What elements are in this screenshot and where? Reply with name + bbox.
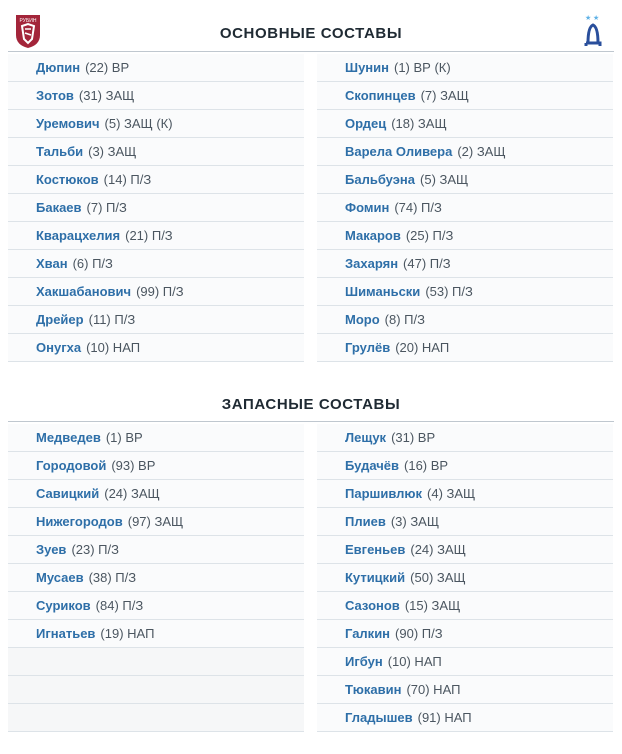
player-name[interactable]: Лещук	[345, 430, 387, 445]
player-name[interactable]: Зуев	[36, 542, 67, 557]
player-name[interactable]: Грулёв	[345, 340, 391, 355]
player-name[interactable]: Бакаев	[36, 200, 82, 215]
player-name[interactable]: Бальбуэна	[345, 172, 416, 187]
player-name[interactable]: Кварацхелия	[36, 228, 121, 243]
player-row[interactable]	[8, 508, 304, 536]
player-info: (16) ВР	[404, 458, 449, 473]
player-name[interactable]: Плиев	[345, 514, 386, 529]
svg-text:★: ★	[593, 14, 600, 22]
subs-away-list	[317, 424, 613, 732]
player-info: (50) ЗАЩ	[410, 570, 466, 585]
player-row[interactable]	[8, 278, 304, 306]
player-info: (97) ЗАЩ	[127, 514, 184, 529]
player-row[interactable]	[317, 250, 613, 278]
player-row[interactable]	[8, 620, 304, 648]
player-info: (19) НАП	[100, 626, 155, 641]
player-info: (31) ЗАЩ	[78, 88, 135, 103]
player-info: (24) ЗАЩ	[410, 542, 466, 557]
player-row	[8, 704, 304, 732]
player-info: (10) НАП	[86, 340, 141, 355]
player-row[interactable]	[317, 278, 613, 306]
player-row[interactable]	[8, 82, 304, 110]
player-row[interactable]	[317, 54, 613, 82]
player-row[interactable]	[8, 306, 304, 334]
player-name[interactable]: Ордец	[345, 116, 387, 131]
player-row[interactable]	[8, 250, 304, 278]
player-name[interactable]: Игбун	[345, 654, 383, 669]
player-info: (1) ВР (К)	[394, 60, 451, 75]
player-row[interactable]	[8, 452, 304, 480]
player-row[interactable]	[8, 424, 304, 452]
player-name[interactable]: Зотов	[36, 88, 74, 103]
player-row[interactable]	[8, 110, 304, 138]
player-name[interactable]: Савицкий	[36, 486, 100, 501]
player-name[interactable]: Нижегородов	[36, 514, 123, 529]
player-name[interactable]: Костюков	[36, 172, 99, 187]
subs-lineups-header	[0, 384, 622, 422]
main-header-rule	[8, 51, 614, 52]
player-name[interactable]: Дрейер	[36, 312, 84, 327]
player-row[interactable]	[8, 166, 304, 194]
player-row[interactable]	[8, 138, 304, 166]
player-info: (74) П/З	[394, 200, 442, 215]
player-row[interactable]	[317, 222, 613, 250]
player-name[interactable]: Варела Оливера	[345, 144, 453, 159]
player-row	[8, 676, 304, 704]
player-info: (31) ВР	[391, 430, 436, 445]
player-row[interactable]	[317, 334, 613, 362]
main-away-list	[317, 54, 613, 362]
player-row[interactable]	[317, 648, 613, 676]
player-name[interactable]: Медведев	[36, 430, 101, 445]
player-row[interactable]	[8, 222, 304, 250]
player-info: (53) П/З	[425, 284, 473, 299]
player-info: (4) ЗАЩ	[427, 486, 476, 501]
player-info: (91) НАП	[417, 710, 472, 725]
player-info: (7) ЗАЩ	[420, 88, 469, 103]
player-row[interactable]	[317, 536, 613, 564]
player-name[interactable]: Тальби	[36, 144, 84, 159]
player-info: (22) ВР	[85, 60, 130, 75]
player-name[interactable]: Фомин	[345, 200, 390, 215]
player-row[interactable]	[317, 424, 613, 452]
player-row[interactable]	[8, 592, 304, 620]
player-name[interactable]: Будачёв	[345, 458, 400, 473]
player-name[interactable]: Дюпин	[36, 60, 81, 75]
rubin-logo-text: РУБИН	[19, 18, 37, 24]
player-name[interactable]: Уремович	[36, 116, 100, 131]
player-info: (84) П/З	[95, 598, 144, 613]
player-row[interactable]	[317, 82, 613, 110]
player-info: (7) П/З	[86, 200, 127, 215]
player-row[interactable]	[317, 676, 613, 704]
player-info: (18) ЗАЩ	[391, 116, 447, 131]
player-name[interactable]: Паршивлюк	[345, 486, 423, 501]
player-info: (21) П/З	[125, 228, 173, 243]
player-info: (5) ЗАЩ	[420, 172, 469, 187]
player-info: (70) НАП	[406, 682, 461, 697]
dinamo-logo	[582, 13, 604, 49]
player-name[interactable]: Городовой	[36, 458, 107, 473]
player-row[interactable]	[317, 704, 613, 732]
subs-header-rule	[8, 421, 614, 422]
svg-text:★: ★	[585, 14, 592, 22]
player-info: (11) П/З	[88, 312, 136, 327]
player-info: (8) П/З	[384, 312, 425, 327]
player-info: (6) П/З	[72, 256, 113, 271]
player-row[interactable]	[8, 334, 304, 362]
player-row[interactable]	[317, 138, 613, 166]
player-info: (20) НАП	[395, 340, 450, 355]
player-row[interactable]	[317, 592, 613, 620]
main-home-list	[8, 54, 304, 362]
player-row[interactable]	[317, 166, 613, 194]
player-name[interactable]: Хван	[36, 256, 68, 271]
player-name[interactable]: Гладышев	[345, 710, 413, 725]
rubin-logo	[14, 13, 42, 49]
player-row[interactable]	[317, 110, 613, 138]
player-name[interactable]: Галкин	[345, 626, 391, 641]
player-info: (93) ВР	[111, 458, 156, 473]
player-info: (15) ЗАЩ	[404, 598, 461, 613]
player-name[interactable]: Тюкавин	[345, 682, 402, 697]
player-row[interactable]	[8, 480, 304, 508]
player-row[interactable]	[8, 54, 304, 82]
player-name[interactable]: Сазонов	[345, 598, 400, 613]
player-name[interactable]: Хакшабанович	[36, 284, 132, 299]
main-lineups-title: ОСНОВНЫЕ СОСТАВЫ	[219, 25, 403, 42]
player-info: (24) ЗАЩ	[104, 486, 160, 501]
player-info: (5) ЗАЩ (К)	[104, 116, 173, 131]
player-info: (3) ЗАЩ	[88, 144, 137, 159]
player-info: (10) НАП	[387, 654, 442, 669]
player-row[interactable]	[8, 194, 304, 222]
player-name[interactable]: Моро	[345, 312, 380, 327]
player-info: (1) ВР	[105, 430, 143, 445]
player-name[interactable]: Игнатьев	[36, 626, 96, 641]
player-row[interactable]	[317, 194, 613, 222]
player-name[interactable]: Шунин	[345, 60, 389, 75]
player-row	[8, 648, 304, 676]
player-info: (2) ЗАЩ	[457, 144, 506, 159]
player-name[interactable]: Кутицкий	[345, 570, 406, 585]
player-row[interactable]	[8, 564, 304, 592]
subs-lineups-title: ЗАПАСНЫЕ СОСТАВЫ	[221, 396, 401, 413]
player-name[interactable]: Макаров	[345, 228, 401, 243]
player-row[interactable]	[8, 536, 304, 564]
player-name[interactable]: Евгеньев	[345, 542, 406, 557]
player-name[interactable]: Суриков	[36, 598, 91, 613]
player-name[interactable]: Шиманьски	[345, 284, 421, 299]
player-name[interactable]: Захарян	[345, 256, 399, 271]
player-name[interactable]: Мусаев	[36, 570, 84, 585]
player-row[interactable]	[317, 452, 613, 480]
player-info: (99) П/З	[136, 284, 184, 299]
player-row[interactable]	[317, 508, 613, 536]
player-row[interactable]	[317, 306, 613, 334]
player-info: (47) П/З	[403, 256, 451, 271]
player-row[interactable]	[317, 480, 613, 508]
player-info: (25) П/З	[405, 228, 454, 243]
player-info: (90) П/З	[395, 626, 443, 641]
player-info: (38) П/З	[88, 570, 137, 585]
player-info: (3) ЗАЩ	[390, 514, 440, 529]
player-name[interactable]: Онугха	[36, 340, 82, 355]
player-row[interactable]	[317, 564, 613, 592]
player-name[interactable]: Скопинцев	[345, 88, 416, 103]
player-info: (14) П/З	[103, 172, 152, 187]
player-info: (23) П/З	[71, 542, 119, 557]
subs-home-list	[8, 424, 304, 732]
player-row[interactable]	[317, 620, 613, 648]
main-lineups-header	[0, 13, 622, 51]
